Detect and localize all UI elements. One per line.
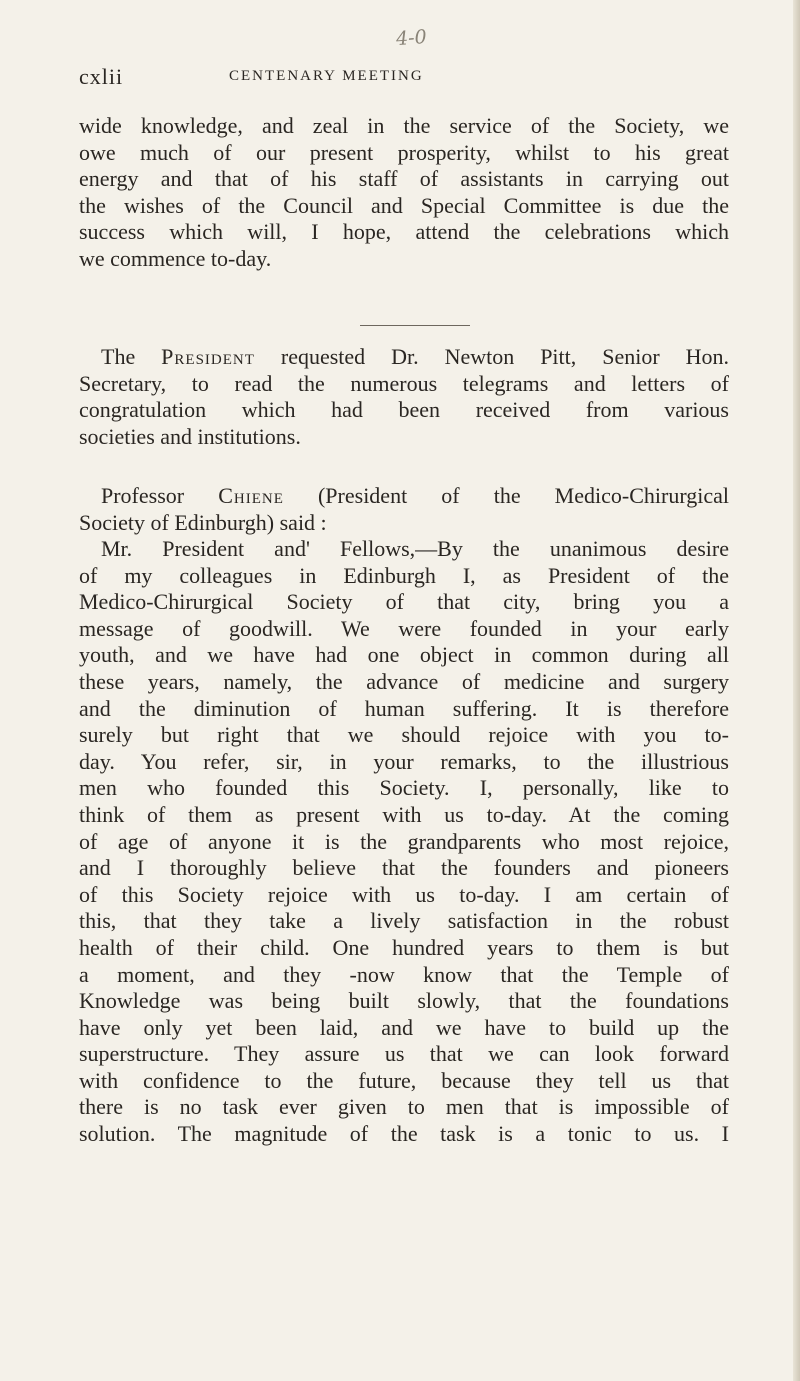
- text-line: of this Society rejoice with us to-day. I am certain of: [79, 881, 729, 907]
- text-fragment: requested Dr. Newton Pitt, Senior Hon.: [280, 344, 730, 369]
- text-fragment: Professor: [101, 483, 219, 508]
- text-line: societies and institutions.: [79, 423, 301, 449]
- text-line: solution. The magnitude of the task is a tonic to us. I: [79, 1121, 729, 1147]
- text-line: congratulation which had been received from various: [79, 397, 729, 423]
- text-line: the wishes of the Council and Special Committee is due the: [79, 192, 729, 218]
- text-line: and the diminution of human suffering. It is therefore: [79, 695, 729, 721]
- text-line: day. You refer, sir, in your remarks, to the illustrious: [79, 748, 729, 774]
- text-line: we commence to-day.: [79, 245, 272, 271]
- text-line: of my colleagues in Edinburgh I, as President of the: [79, 562, 729, 588]
- text-line: of age of anyone it is the grandparents who most rejoice,: [79, 828, 729, 854]
- speaker-name: President: [161, 344, 255, 369]
- paragraph-president-request: [79, 344, 729, 450]
- section-divider: [360, 325, 470, 326]
- text-line: wide knowledge, and zeal in the service of the Society, we: [79, 113, 729, 138]
- text-line: Medico-Chirurgical Society of that city, bring you a: [79, 589, 729, 615]
- text-line: this, that they take a lively satisfaction in the robust: [79, 908, 729, 934]
- text-line: surely but right that we should rejoice with you to-: [79, 722, 729, 748]
- page-edge-shadow: [793, 0, 800, 1381]
- page-number: cxlii: [79, 64, 124, 89]
- text-line: [79, 483, 729, 510]
- text-line: youth, and we have had one object in common during all: [79, 642, 729, 668]
- paragraph-chiene-speech: [79, 536, 729, 1148]
- text-line: a moment, and they -now know that the Temple of: [79, 961, 729, 987]
- text-line: Knowledge was being built slowly, that the foundations: [79, 988, 729, 1014]
- text-line: [79, 344, 729, 371]
- text-line: and I thoroughly believe that the founders and pioneers: [79, 855, 729, 881]
- text-line: energy and that of his staff of assistants in carrying out: [79, 166, 729, 192]
- text-line: Mr. President and' Fellows,—By the unanimous desire: [101, 536, 729, 561]
- text-fragment: (President of the Medico-Chirurgical: [317, 483, 730, 508]
- running-head: CENTENARY MEETING: [229, 68, 424, 84]
- text-line: Society of Edinburgh) said :: [79, 509, 327, 535]
- paragraph-continuation: [79, 113, 729, 273]
- text-line: with confidence to the future, because they tell us that: [79, 1067, 729, 1093]
- paragraph-chiene-intro: [79, 483, 729, 536]
- text-line: have only yet been laid, and we have to build up the: [79, 1014, 729, 1040]
- text-line: owe much of our present prosperity, whilst to his great: [79, 139, 729, 165]
- text-fragment: The: [101, 344, 162, 369]
- speaker-name: Chiene: [218, 483, 284, 508]
- text-line: message of goodwill. We were founded in your early: [79, 615, 729, 641]
- text-line: success which will, I hope, attend the celebrations which: [79, 219, 729, 245]
- text-line: think of them as present with us to-day. At the coming: [79, 801, 729, 827]
- text-line: men who founded this Society. I, personally, like to: [79, 775, 729, 801]
- handwritten-margin-note: 4-0: [395, 25, 428, 51]
- text-line: there is no task ever given to men that is impossible of: [79, 1094, 729, 1120]
- text-line: health of their child. One hundred years to them is but: [79, 934, 729, 960]
- text-line: Secretary, to read the numerous telegrams and letters of: [79, 370, 729, 396]
- text-line: superstructure. They assure us that we can look forward: [79, 1041, 729, 1067]
- text-line: these years, namely, the advance of medicine and surgery: [79, 668, 729, 694]
